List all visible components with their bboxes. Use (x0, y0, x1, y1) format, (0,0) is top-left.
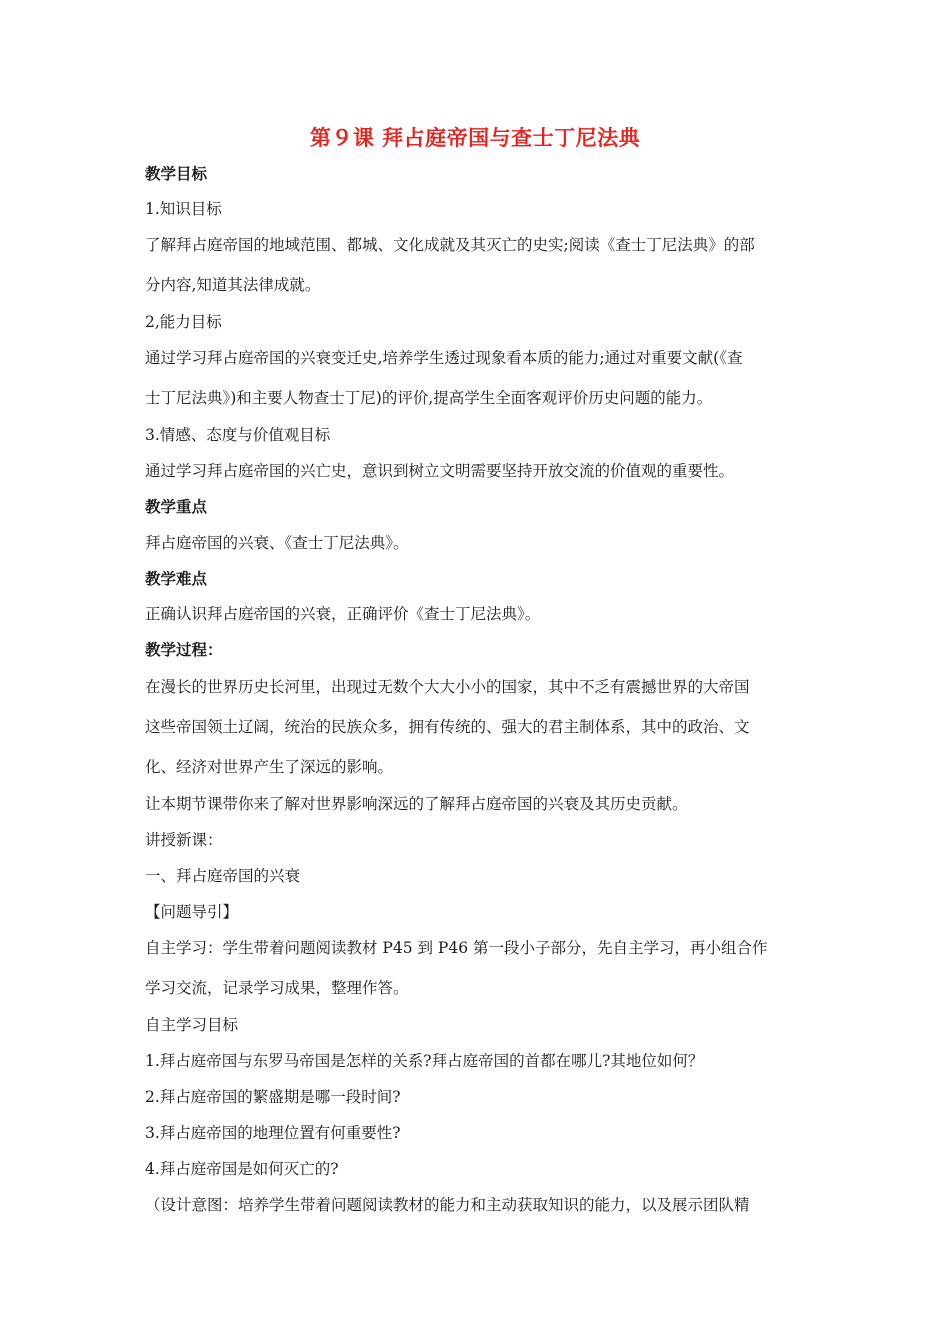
paragraph-line: （设计意图：培养学生带着问题阅读教材的能力和主动获取知识的能力，以及展示团队精 (145, 1196, 750, 1214)
heading-teaching-focus: 教学重点 (145, 498, 208, 516)
paragraph-line: 化、经济对世界产生了深远的影响。 (145, 758, 394, 776)
paragraph-line: 分内容,知道其法律成就。 (145, 276, 321, 294)
paragraph-line: 正确认识拜占庭帝国的兴衰，正确评价《查士丁尼法典》。 (145, 605, 541, 623)
subheading-knowledge-objective: 1.知识目标 (145, 200, 222, 218)
list-item: 4.拜占庭帝国是如何灭亡的? (145, 1160, 339, 1178)
heading-teaching-objectives: 教学目标 (145, 165, 208, 183)
section-heading: 一、拜占庭帝国的兴衰 (145, 867, 301, 885)
heading-teaching-process: 教学过程： (145, 641, 223, 659)
paragraph-line: 讲授新课： (145, 831, 223, 849)
paragraph-line: 自主学习：学生带着问题阅读教材 P45 到 P46 第一段小子部分，先自主学习，再小组合作 (145, 939, 768, 957)
paragraph-line: 学习交流，记录学习成果，整理作答。 (145, 979, 409, 997)
subheading-emotion-objective: 3.情感、态度与价值观目标 (145, 426, 331, 444)
list-item: 1.拜占庭帝国与东罗马帝国是怎样的关系?拜占庭帝国的首都在哪儿?其地位如何？ (145, 1052, 704, 1070)
list-item: 3.拜占庭帝国的地理位置有何重要性? (145, 1124, 401, 1142)
paragraph-line: 拜占庭帝国的兴衰、《查士丁尼法典》。 (145, 534, 409, 552)
paragraph-line: 通过学习拜占庭帝国的兴亡史，意识到树立文明需要坚持开放交流的价值观的重要性。 (145, 462, 735, 480)
paragraph-line: 士丁尼法典》)和主要人物查士丁尼)的评价,提高学生全面客观评价历史问题的能力。 (145, 389, 713, 407)
paragraph-line: 自主学习目标 (145, 1016, 239, 1034)
paragraph-line: 在漫长的世界历史长河里，出现过无数个大大小小的国家，其中不乏有震撼世界的大帝国 (145, 678, 750, 696)
subheading-ability-objective: 2,能力目标 (145, 313, 222, 331)
heading-teaching-difficulty: 教学难点 (145, 570, 208, 588)
list-item: 2.拜占庭帝国的繁盛期是哪一段时间? (145, 1088, 401, 1106)
paragraph-line: 这些帝国领土辽阔，统治的民族众多，拥有传统的、强大的君主制体系，其中的政治、文 (145, 718, 750, 736)
paragraph-line: 让本期节课带你来了解对世界影响深远的了解拜占庭帝国的兴衰及其历史贡献。 (145, 795, 688, 813)
paragraph-line: 通过学习拜占庭帝国的兴衰变迁史,培养学生透过现象看本质的能力;通过对重要文献(《查 (145, 349, 743, 367)
lesson-title: 第９课 拜占庭帝国与查士丁尼法典 (309, 126, 641, 150)
paragraph-line: 了解拜占庭帝国的地域范围、都城、文化成就及其灭亡的史实;阅读《查士丁尼法典》的部 (145, 236, 755, 254)
paragraph-line: 【问题导引】 (145, 903, 239, 921)
